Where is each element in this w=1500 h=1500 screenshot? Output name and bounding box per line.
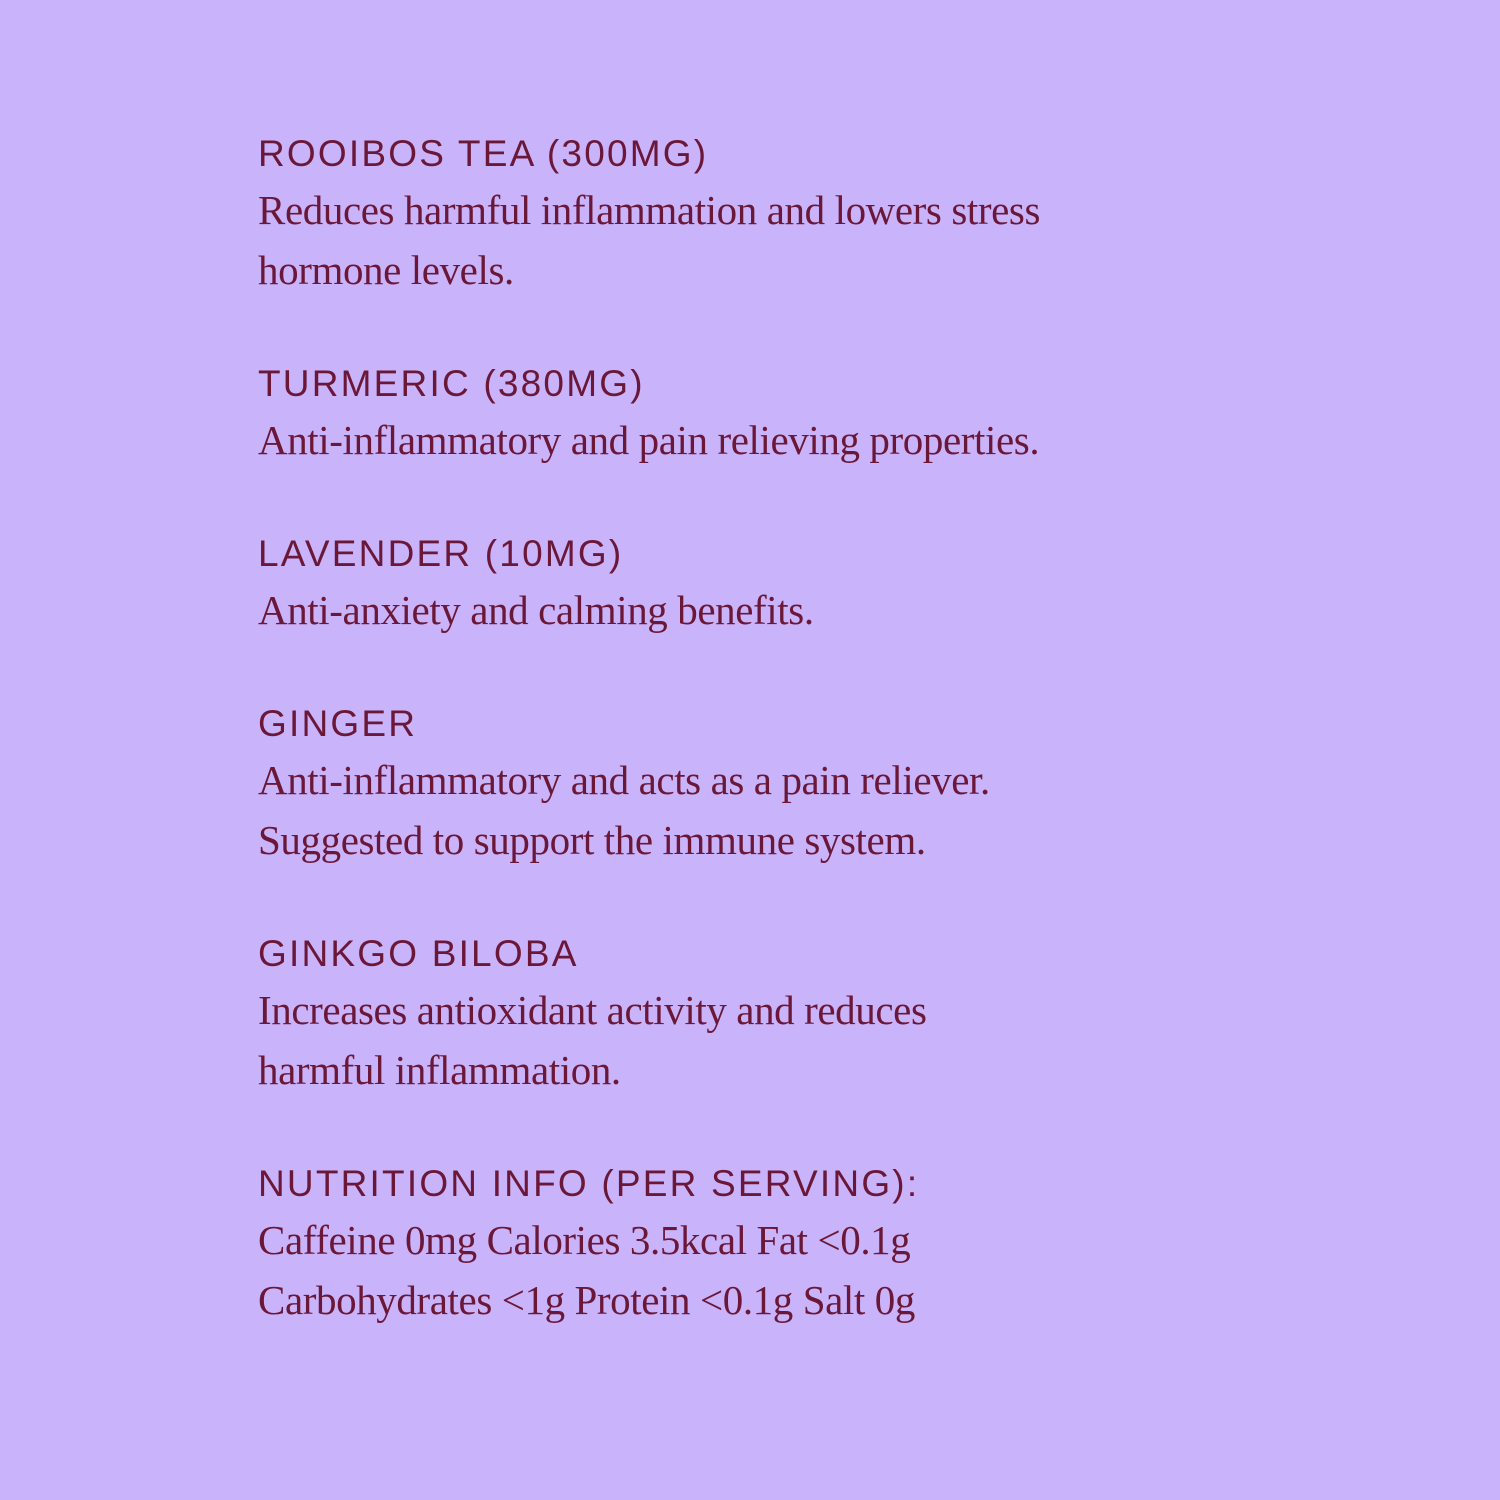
ingredients-list [258,128,1338,1330]
ingredient-description-line: hormone levels. [258,247,514,293]
ingredient-description-line: Increases antioxidant activity and reduces [258,987,927,1033]
ingredient-ginger [258,698,1338,870]
ingredient-heading: ROOIBOS TEA (300MG) [258,133,709,174]
ingredient-description-line: harmful inflammation. [258,1047,621,1093]
ingredient-rooibos-tea [258,128,1338,300]
ingredient-description-line: Anti-inflammatory and pain relieving properties. [258,417,1040,463]
ingredient-description-line: Anti-inflammatory and acts as a pain reliever. [258,757,990,803]
ingredient-description-line: Reduces harmful inflammation and lowers stress [258,187,1041,233]
nutrition-info [258,1158,1338,1330]
ingredient-description-line: Anti-anxiety and calming benefits. [258,587,814,633]
ingredient-heading: GINGER [258,703,418,744]
ingredient-turmeric [258,358,1338,470]
ingredient-heading: LAVENDER (10MG) [258,533,624,574]
ingredient-heading: TURMERIC (380MG) [258,363,645,404]
ingredient-lavender [258,528,1338,640]
ingredient-ginkgo-biloba [258,928,1338,1100]
nutrition-line: Carbohydrates <1g Protein <0.1g Salt 0g [258,1277,915,1323]
ingredient-heading: GINKGO BILOBA [258,933,579,974]
ingredient-description-line: Suggested to support the immune system. [258,817,926,863]
nutrition-heading: NUTRITION INFO (PER SERVING): [258,1163,920,1204]
nutrition-line: Caffeine 0mg Calories 3.5kcal Fat <0.1g [258,1217,911,1263]
